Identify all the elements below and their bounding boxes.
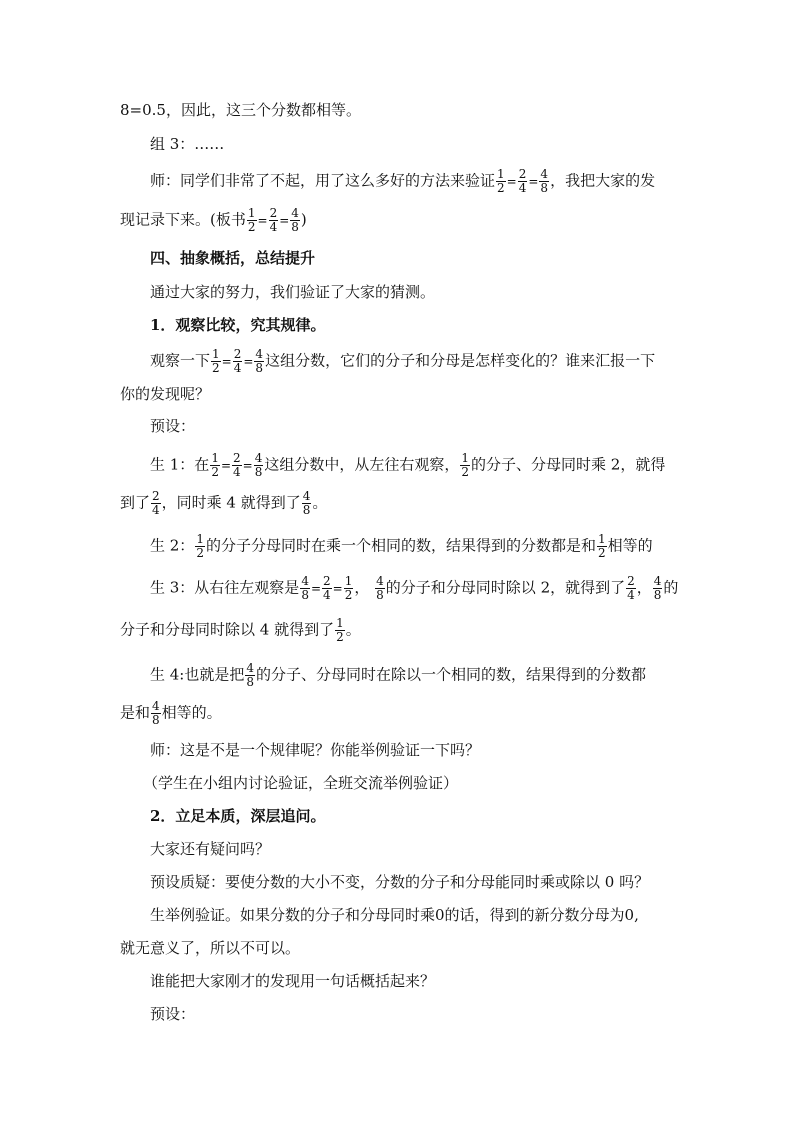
line-text: （学生在小组内讨论验证，全班交流举例验证） — [143, 774, 459, 792]
line-text: 就无意义了，所以不可以。 — [120, 939, 301, 957]
fraction-1-2: $\frac{1}{2}$ — [497, 167, 505, 195]
heading-text: 四、抽象概括，总结提升 — [150, 249, 316, 267]
heading-text: 2．立足本质，深层追问。 — [150, 807, 326, 825]
line-text: 这组分数，它们的分子和分母是怎样变化的？谁来汇报一下 — [265, 351, 656, 370]
equals-sign: = — [243, 354, 254, 369]
fraction-2-4: $\frac{2}{4}$ — [518, 167, 527, 195]
line-text: 生 4:也就是把 — [150, 665, 245, 684]
line-text: 预设质疑：要使分数的大小不变，分数的分子和分母能同时乘或除以 0 吗？ — [150, 873, 650, 891]
text-line — [120, 384, 210, 404]
line-text: 这组分数中，从左往右观察， — [264, 455, 460, 474]
line-text: 的 — [663, 578, 679, 597]
fraction-4-8: $\frac{4}{8}$ — [246, 661, 255, 689]
fraction-4-8: $\frac{4}{8}$ — [653, 574, 662, 602]
line-text: 大家还有疑问吗？ — [150, 840, 271, 858]
line-text: ， — [636, 578, 652, 597]
fraction-4-8: $\frac{4}{8}$ — [540, 167, 549, 195]
fraction-4-8: $\frac{4}{8}$ — [152, 699, 160, 727]
line-text: 生 1：在 — [150, 455, 210, 474]
fraction-2-4: $\frac{2}{4}$ — [233, 347, 242, 375]
subsection-heading — [150, 315, 325, 335]
equals-sign: = — [279, 213, 290, 228]
fraction-1-2: $\frac{1}{2}$ — [196, 532, 204, 560]
fraction-2-4: $\frac{2}{4}$ — [323, 574, 331, 602]
line-text: 师：同学们非常了不起，用了这么多好的方法来验证 — [150, 171, 496, 190]
text-line — [150, 839, 270, 859]
line-text: 预设： — [150, 417, 196, 435]
fraction-4-8: $\frac{4}{8}$ — [291, 206, 299, 234]
text-line — [150, 282, 435, 302]
fraction-4-8: $\frac{4}{8}$ — [301, 574, 309, 602]
line-text: 。 — [312, 493, 328, 512]
fraction-2-4: $\frac{2}{4}$ — [152, 489, 160, 517]
line-text: ) — [300, 210, 307, 229]
line-text: 你的发现呢？ — [120, 385, 211, 403]
line-text: 8=0.5，因此，这三个分数都相等。 — [120, 101, 361, 119]
text-line — [150, 452, 665, 479]
fraction-1-2: $\frac{1}{2}$ — [344, 574, 353, 602]
equals-sign: = — [332, 581, 343, 596]
equals-sign: = — [310, 581, 322, 596]
equals-sign: = — [528, 174, 539, 189]
text-line — [150, 905, 639, 925]
line-text: 师：这是不是一个规律呢？你能举例验证一下吗？ — [150, 741, 481, 759]
fraction-2-4: $\frac{2}{4}$ — [233, 451, 241, 479]
text-line — [150, 134, 224, 154]
line-text: 的分子、分母同时乘 2，就得 — [471, 455, 666, 474]
line-text: 生 2： — [150, 536, 195, 555]
fraction-1-2: $\frac{1}{2}$ — [247, 206, 256, 234]
line-text: 到了 — [120, 493, 151, 512]
line-text: 谁能把大家刚才的发现用一句话概括起来？ — [150, 972, 436, 990]
text-line — [150, 168, 655, 195]
fraction-4-8: $\frac{4}{8}$ — [302, 489, 311, 517]
line-text: 观察一下 — [150, 351, 211, 370]
fraction-1-2: $\frac{1}{2}$ — [461, 451, 470, 479]
line-text: 通过大家的努力，我们验证了大家的猜测。 — [150, 283, 436, 301]
text-line — [143, 773, 458, 793]
subsection-heading — [150, 806, 325, 826]
line-text: 的分子分母同时在乘一个相同的数，结果得到的分数都是和 — [205, 536, 596, 555]
text-line — [150, 872, 649, 892]
line-text: ，同时乘 4 就得到了 — [161, 493, 301, 512]
line-text: 相等的。 — [161, 703, 222, 722]
text-line — [150, 1004, 195, 1024]
fraction-1-2: $\frac{1}{2}$ — [336, 616, 344, 644]
fraction-1-2: $\frac{1}{2}$ — [211, 451, 219, 479]
line-text: ，我把大家的发 — [550, 171, 656, 190]
line-text: 的分子和分母同时除以 2，就得到了 — [385, 578, 626, 597]
equals-sign: = — [242, 458, 253, 473]
line-text: 。 — [345, 620, 361, 639]
equals-sign: = — [221, 354, 232, 369]
line-text: 预设： — [150, 1005, 196, 1023]
text-line — [120, 207, 307, 234]
heading-text: 1．观察比较，究其规律。 — [150, 316, 326, 334]
text-line — [150, 533, 653, 560]
text-line — [120, 617, 361, 644]
text-line — [150, 348, 655, 375]
text-line — [120, 100, 361, 120]
fraction-2-4: $\frac{2}{4}$ — [627, 574, 635, 602]
line-text: 的分子、分母同时在除以一个相同的数，结果得到的分数都 — [256, 665, 647, 684]
line-text: 分子和分母同时除以 4 就得到了 — [120, 620, 335, 639]
line-text: ， — [354, 578, 370, 597]
fraction-4-8: $\frac{4}{8}$ — [376, 574, 384, 602]
line-text: 是和 — [120, 703, 151, 722]
equals-sign: = — [257, 213, 268, 228]
fraction-4-8: $\frac{4}{8}$ — [255, 347, 264, 375]
line-text: 生举例验证。如果分数的分子和分母同时乘0的话，得到的新分数分母为0, — [150, 906, 639, 924]
text-line — [120, 490, 327, 517]
text-line — [120, 700, 222, 727]
text-line — [150, 740, 480, 760]
line-text: 现记录下来。(板书 — [120, 210, 246, 229]
text-line — [150, 662, 646, 689]
line-text: 相等的 — [607, 536, 653, 555]
section-heading — [150, 248, 315, 268]
text-line — [150, 416, 195, 436]
fraction-2-4: $\frac{2}{4}$ — [269, 206, 278, 234]
equals-sign: = — [506, 174, 517, 189]
line-text: 组 3：…… — [150, 135, 225, 153]
fraction-4-8: $\frac{4}{8}$ — [254, 451, 263, 479]
text-line — [120, 938, 300, 958]
text-line — [150, 575, 678, 602]
fraction-1-2: $\frac{1}{2}$ — [212, 347, 220, 375]
fraction-1-2: $\frac{1}{2}$ — [597, 532, 606, 560]
equals-sign: = — [220, 458, 232, 473]
text-line — [150, 971, 435, 991]
line-text: 生 3：从右往左观察是 — [150, 578, 300, 597]
